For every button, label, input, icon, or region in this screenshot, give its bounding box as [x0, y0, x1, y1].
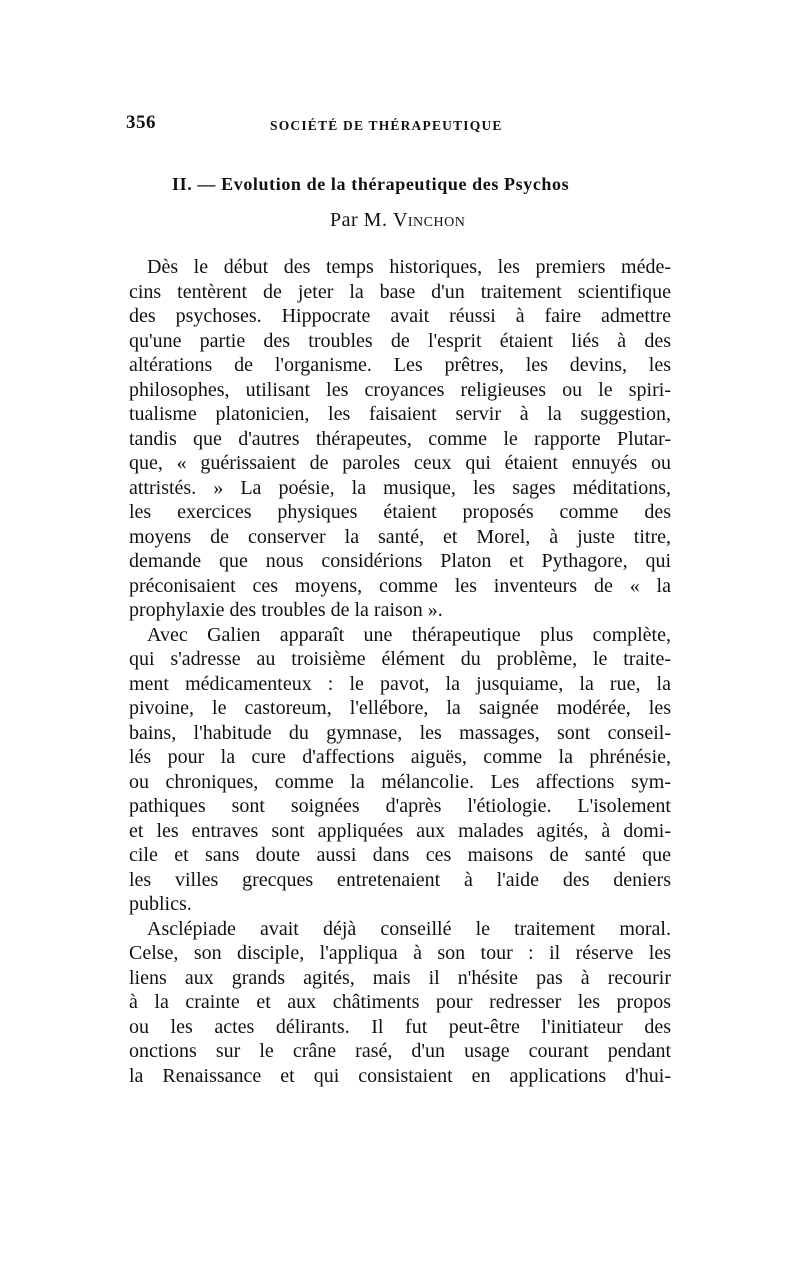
- text-line: cile et sans doute aussi dans ces maisons de santé que: [129, 844, 671, 866]
- byline-prefix: Par M.: [330, 209, 388, 231]
- text-line: à la crainte et aux châtiments pour redresser les propos: [129, 991, 671, 1013]
- text-line: tualisme platonicien, les faisaient servir à la suggestion,: [129, 403, 671, 425]
- text-line: demande que nous considérions Platon et Pythagore, qui: [129, 550, 671, 572]
- text-line: Asclépiade avait déjà conseillé le traitement moral.: [147, 917, 671, 940]
- text-line: lés pour la cure d'affections aiguës, comme la phrénésie,: [129, 746, 671, 768]
- text-line: pivoine, le castoreum, l'ellébore, la saignée modérée, les: [129, 697, 671, 719]
- text-line: prophylaxie des troubles de la raison ».: [129, 599, 443, 621]
- text-line: Dès le début des temps historiques, les premiers méde-: [147, 256, 671, 278]
- text-line: onctions sur le crâne rasé, d'un usage courant pendant: [129, 1040, 671, 1062]
- text-line: qui s'adresse au troisième élément du problème, le traite-: [129, 648, 671, 670]
- text-line: Avec Galien apparaît une thérapeutique plus complète,: [147, 623, 671, 646]
- body-text: [129, 255, 671, 1088]
- text-line: qu'une partie des troubles de l'esprit étaient liés à des: [129, 329, 671, 352]
- text-line: publics.: [129, 893, 192, 915]
- text-line: bains, l'habitude du gymnase, les massages, sont conseil-: [129, 721, 671, 744]
- section-title: II. — Evolution de la thérapeutique des Psychos: [172, 174, 570, 194]
- author-name: Vinchon: [392, 209, 466, 231]
- text-line: ou chroniques, comme la mélancolie. Les affections sym-: [129, 770, 671, 793]
- text-line: préconisaient ces moyens, comme les inventeurs de « la: [129, 574, 671, 597]
- text-line: cins tentèrent de jeter la base d'un traitement scientifique: [129, 280, 671, 303]
- text-line: les villes grecques entretenaient à l'aide des deniers: [129, 868, 671, 891]
- text-line: ou les actes délirants. Il fut peut-être l'initiateur des: [129, 1015, 671, 1038]
- text-line: pathiques sont soignées d'après l'étiologie. L'isolement: [129, 795, 671, 817]
- running-head: SOCIÉTÉ DE THÉRAPEUTIQUE: [270, 118, 503, 133]
- text-line: des psychoses. Hippocrate avait réussi à faire admettre: [129, 305, 671, 327]
- text-line: liens aux grands agités, mais il n'hésite pas à recourir: [129, 966, 671, 989]
- text-line: moyens de conserver la santé, et Morel, à juste titre,: [129, 525, 671, 548]
- text-line: philosophes, utilisant les croyances religieuses ou le spiri-: [129, 378, 671, 401]
- text-line: la Renaissance et qui consistaient en applications d'hui-: [129, 1064, 671, 1087]
- text-line: les exercices physiques étaient proposés comme des: [129, 501, 671, 523]
- text-line: et les entraves sont appliquées aux malades agités, à domi-: [129, 819, 671, 842]
- text-line: ment médicamenteux : le pavot, la jusquiame, la rue, la: [129, 672, 671, 695]
- page-number: 356: [126, 112, 156, 133]
- text-line: que, « guérissaient de paroles ceux qui étaient ennuyés ou: [129, 452, 671, 474]
- text-line: attristés. » La poésie, la musique, les sages méditations,: [129, 476, 671, 499]
- author-byline: [330, 209, 465, 232]
- text-line: altérations de l'organisme. Les prêtres, les devins, les: [129, 354, 671, 376]
- text-line: tandis que d'autres thérapeutes, comme le rapporte Plutar-: [129, 427, 671, 450]
- text-line: Celse, son disciple, l'appliqua à son tour : il réserve les: [129, 942, 671, 964]
